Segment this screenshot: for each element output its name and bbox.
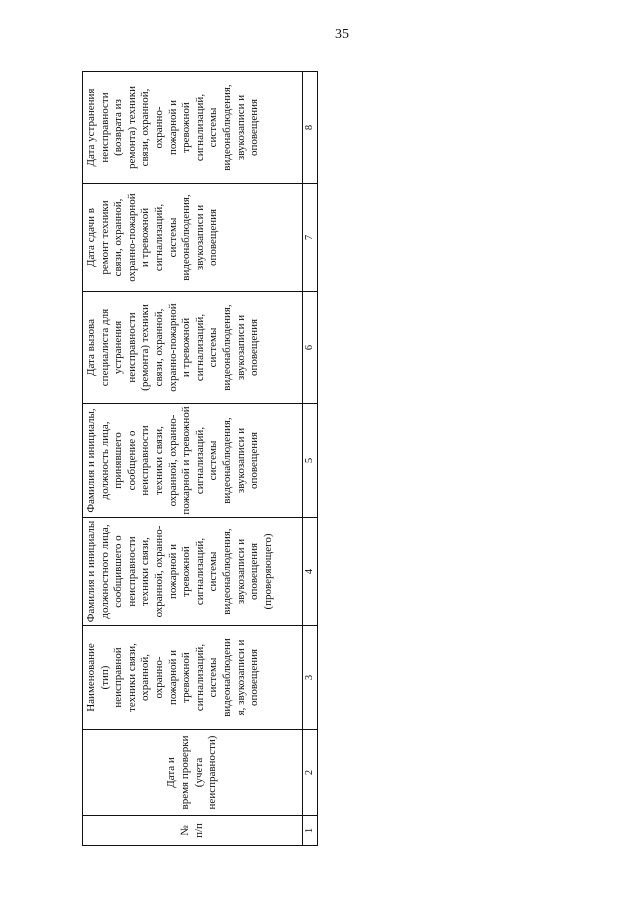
header-cell-check-date: Дата и время проверки (учета неисправности) — [83, 730, 303, 816]
column-number: 2 — [303, 730, 318, 816]
column-number: 4 — [303, 518, 318, 626]
header-cell-receiver: Фамилия и инициалы, должность лица, принявшего сообщение о неисправности техники связи, охранной, охранно- пожарной и тревожной сигнализаций, системы видеонаблюдения, звукозаписи и оповещения — [83, 404, 303, 518]
column-number: 8 — [303, 72, 318, 184]
column-number-row — [303, 72, 318, 846]
table-container — [82, 72, 318, 846]
header-cell-equipment-name: Наименование (тип) неисправной техники связи, охранной, охранно- пожарной и тревожной сигнализаций, системы видеонаблюдени я, звукозаписи и оповещения — [83, 626, 303, 730]
column-number: 7 — [303, 184, 318, 292]
header-cell-fix-date: Дата устранения неисправности (возврата из ремонта) техники связи, охранной, охранно- пожарной и тревожной сигнализаций, системы видеонаблюдения, звукозаписи и оповещения — [83, 72, 303, 184]
page-number: 35 — [335, 27, 349, 42]
header-cell-repair-handover-date: Дата сдачи в ремонт техники связи, охранной, охранно-пожарной и тревожной сигнализаций, системы видеонаблюдения, звукозаписи и оповещения — [83, 184, 303, 292]
header-cell-index: № п/п — [83, 816, 303, 846]
column-number: 1 — [303, 816, 318, 846]
malfunction-log-table — [82, 71, 318, 846]
header-cell-reporter: Фамилия и инициалы должностного лица, сообщившего о неисправности техники связи, охранной, охранно- пожарной и тревожной сигнализаций, системы видеонаблюдения, звукозаписи и оповещения (проверяющего) — [83, 518, 303, 626]
column-number: 5 — [303, 404, 318, 518]
header-row — [83, 72, 303, 846]
column-number: 3 — [303, 626, 318, 730]
header-cell-specialist-call-date: Дата вызова специалиста для устранения неисправности (ремонта) техники связи, охранной, охранно-пожарной и тревожной сигнализаций, системы видеонаблюдения, звукозаписи и оповещения — [83, 292, 303, 404]
rotated-table-frame — [82, 72, 318, 846]
column-number: 6 — [303, 292, 318, 404]
